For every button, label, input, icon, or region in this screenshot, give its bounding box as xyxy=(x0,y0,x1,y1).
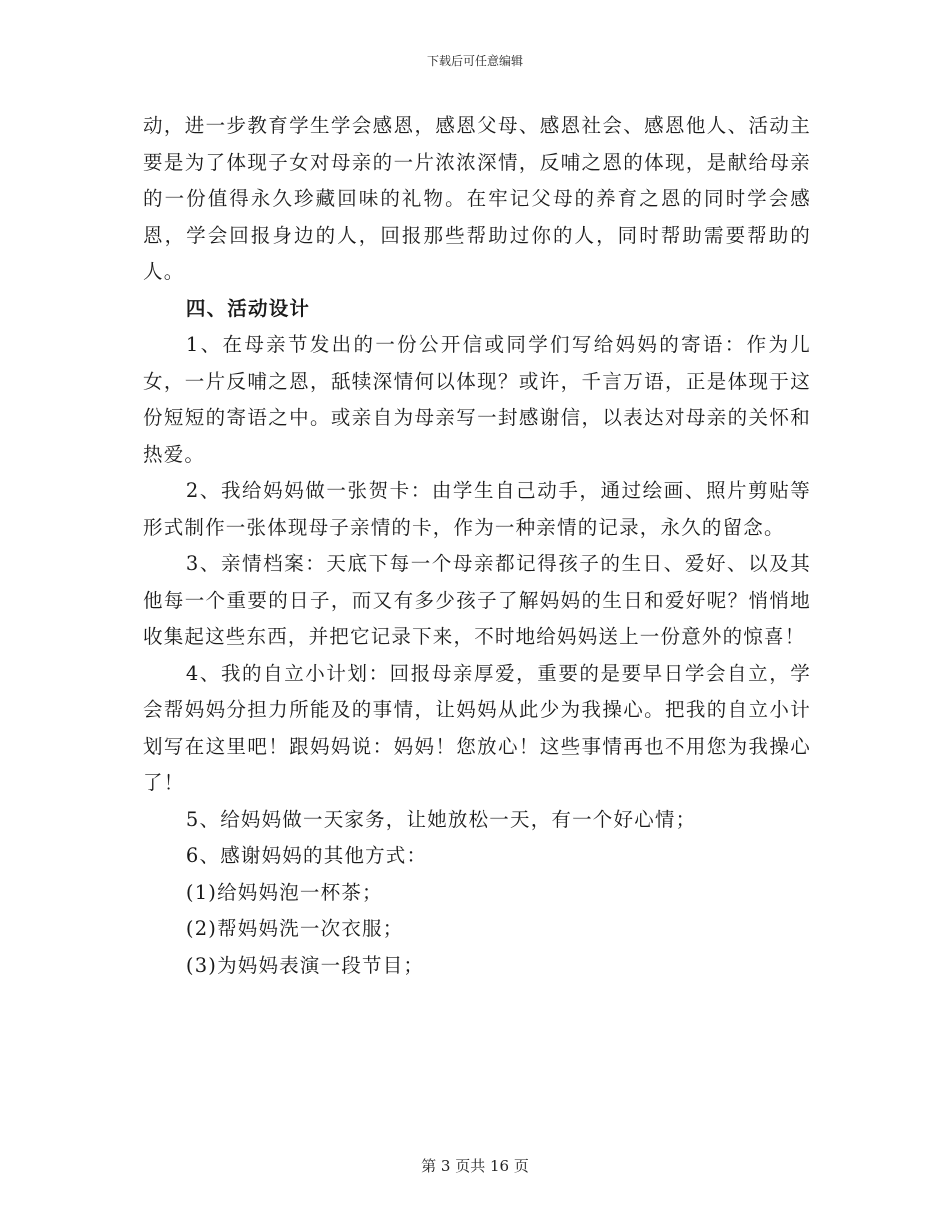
page-header: 下载后可任意编辑 xyxy=(426,54,523,68)
section-heading: 四、活动设计 xyxy=(185,296,311,320)
paragraph-item-5: 5、给妈妈做一天家务，让她放松一天，有一个好心情； xyxy=(185,807,697,831)
page-footer: 第 3 页共 16 页 xyxy=(421,1157,529,1175)
sub-item: (1)给妈妈泡一杯茶； xyxy=(185,880,383,904)
paragraph-item-1: 1、在母亲节发出的一份公开信或同学们写给妈妈的寄语：作为儿女，一片反哺之恩，舐犊深情何以体现？或许，千言万语，正是体现于这份短短的寄语之中。或亲自为母亲写一封感谢信，以表达对母亲的关怀和热爱。 xyxy=(143,333,811,466)
sub-item: (2)帮妈妈洗一次衣服； xyxy=(185,917,404,940)
paragraph-item-6: 6、感谢妈妈的其他方式： xyxy=(185,844,428,867)
paragraph-item-4: 4、我的自立小计划：回报母亲厚爱，重要的是要早日学会自立，学会帮妈妈分担力所能及的事情，让妈妈从此少为我操心。把我的自立小计划写在这里吧！跟妈妈说：妈妈！您放心！这些事情再也不用您为我操心了！ xyxy=(143,661,811,794)
paragraph-intro: 动，进一步教育学生学会感恩，感恩父母、感恩社会、感恩他人、活动主要是为了体现子女对母亲的一片浓浓深情，反哺之恩的体现，是献给母亲的一份值得永久珍藏回味的礼物。在牢记父母的养育之恩的同时学会感恩，学会回报身边的人，回报那些帮助过你的人，同时帮助需要帮助的人。 xyxy=(143,114,811,283)
document-body xyxy=(143,108,811,984)
paragraph-item-2: 2、我给妈妈做一张贺卡：由学生自己动手，通过绘画、照片剪贴等形式制作一张体现母子亲情的卡，作为一种亲情的记录，永久的留念。 xyxy=(143,479,811,539)
sub-item: (3)为妈妈表演一段节目； xyxy=(185,953,425,977)
paragraph-item-3: 3、亲情档案：天底下每一个母亲都记得孩子的生日、爱好、以及其他每一个重要的日子，而又有多少孩子了解妈妈的生日和爱好呢？悄悄地收集起这些东西，并把它记录下来，不时地给妈妈送上一份意外的惊喜！ xyxy=(143,552,811,648)
